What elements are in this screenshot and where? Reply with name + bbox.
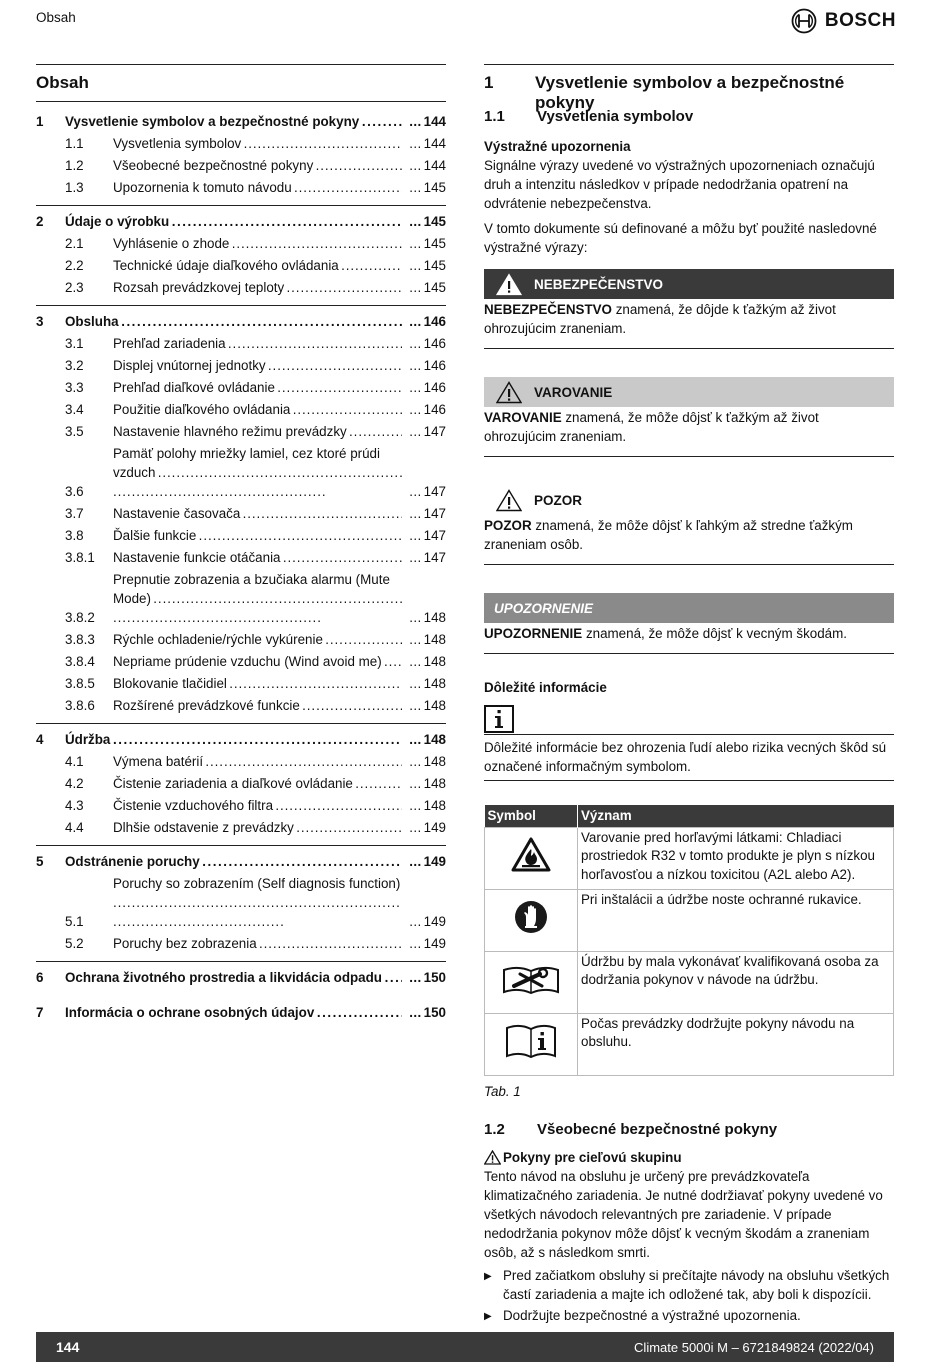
toc-entry[interactable] [36, 570, 446, 627]
toc-entry-number: 2.3 [65, 280, 84, 295]
toc-entry-number: 6 [36, 970, 44, 985]
toc-entry-label: Nastavenie hlavného režimu prevádzky . . . [113, 422, 402, 441]
target-group-heading [484, 1150, 894, 1165]
danger-text [484, 299, 894, 349]
toc-entry-number: 3.8.2 [65, 610, 95, 625]
gloves-icon [514, 900, 548, 934]
symbol-cell [485, 1013, 578, 1075]
danger-description: znamená, že dôjde k ťažkým až život ohrozujúcim zraneniam. [484, 302, 836, 336]
toc-entry-title [113, 570, 402, 627]
toc-entry-label: Ochrana životného prostredia a likvidácia odpadu . . . [65, 968, 402, 987]
info-text: Dôležité informácie bez ohrozenia ľudí alebo rizika vecných škôd sú označené informačným symbolom. [484, 735, 894, 781]
toc-entry-number: 3.8.3 [65, 632, 95, 647]
toc-chapter-entry[interactable] [36, 112, 446, 131]
toc-entry-title [65, 1003, 402, 1022]
toc-entry[interactable] [36, 752, 446, 771]
toc-entry-label: Dlhšie odstavenie z prevádzky . . . [113, 818, 402, 837]
toc-entry-number: 7 [36, 1005, 44, 1020]
document-id: Climate 5000i M – 6721849824 (2022/04) [634, 1339, 874, 1355]
toc-chapter [36, 846, 446, 962]
table-row [485, 1013, 894, 1075]
toc-entry-title [113, 256, 402, 275]
toc-entry-number: 4.3 [65, 798, 84, 813]
list-item-text: Pred začiatkom obsluhy si prečítajte návody na obsluhu všetkých častí zariadenia a majte ich odložené tak, aby boli k dispozícii. [503, 1267, 890, 1302]
toc-entry-title [65, 730, 402, 749]
toc-entry-title [113, 334, 402, 353]
toc-entry-number: 3.8.5 [65, 676, 95, 691]
toc-page-number: ... 146 [402, 334, 446, 353]
toc-page-number: ... 145 [402, 212, 446, 231]
info-symbol-row [484, 705, 894, 735]
toc-page-number: ... 148 [402, 652, 446, 671]
list-item [484, 1266, 894, 1304]
toc-page-number: ... 145 [402, 234, 446, 253]
toc-entry-title [113, 796, 402, 815]
toc-entry[interactable] [36, 652, 446, 671]
page-number: 144 [56, 1339, 80, 1355]
caution-text [484, 515, 894, 565]
toc-page-number: ... 146 [402, 400, 446, 419]
toc-entry-title [65, 212, 402, 231]
toc-chapter-entry[interactable] [36, 312, 446, 331]
toc-entry[interactable] [36, 256, 446, 275]
running-header: Obsah [36, 10, 76, 25]
toc-entry[interactable] [36, 818, 446, 837]
subsection-title: Všeobecné bezpečnostné pokyny [537, 1120, 778, 1138]
table-row [485, 951, 894, 1013]
toc-entry-number: 4.1 [65, 754, 84, 769]
toc-entry-number: 3.5 [65, 424, 84, 439]
toc-entry-title [113, 234, 402, 253]
toc-entry-label: Pamäť polohy mriežky lamiel, cez ktoré prúdi vzduch . . . [113, 444, 402, 501]
toc-entry-number: 1.3 [65, 180, 84, 195]
toc-entry-number: 2 [36, 214, 44, 229]
toc-chapter-entry[interactable] [36, 212, 446, 231]
toc-entry-title [113, 934, 402, 953]
bullet-arrow-icon: ▶ [484, 1310, 492, 1322]
caution-term: POZOR [484, 518, 532, 533]
toc-page-number: ... 145 [402, 256, 446, 275]
toc-entry[interactable] [36, 526, 446, 545]
section-number: 1 [484, 73, 494, 92]
section-title: Vysvetlenie symbolov a bezpečnostné pokyny [534, 73, 845, 112]
toc-entry[interactable] [36, 504, 446, 523]
bullet-arrow-icon: ▶ [484, 1270, 492, 1282]
toc-entry-title [113, 674, 402, 693]
toc-entry-number: 4 [36, 732, 44, 747]
toc-page-number: ... 148 [402, 674, 446, 693]
toc-entry-title [113, 356, 402, 375]
toc-entry-label: Výmena batérií . . . [113, 752, 402, 771]
warning-description: znamená, že môže dôjsť k ťažkým až život ohrozujúcim zraneniam. [484, 410, 819, 444]
toc-entry-title [113, 548, 402, 567]
toc-entry[interactable] [36, 696, 446, 715]
toc-chapter [36, 724, 446, 846]
toc-chapter [36, 991, 446, 1026]
toc-entry-title [65, 852, 402, 871]
toc-chapter-entry[interactable] [36, 968, 446, 987]
toc-entry[interactable] [36, 156, 446, 175]
toc-page-number: ... 146 [402, 312, 446, 331]
warning-triangle-icon [484, 273, 534, 296]
toc-entry[interactable] [36, 400, 446, 419]
toc-entry-number: 3.2 [65, 358, 84, 373]
danger-term: NEBEZPEČENSTVO [484, 302, 612, 317]
toc-entry-label: Rýchle ochladenie/rýchle vykúrenie . . . [113, 630, 402, 649]
toc-entry-number: 3 [36, 314, 44, 329]
toc-entry[interactable] [36, 444, 446, 501]
toc-entry-label: Poruchy bez zobrazenia . . . [113, 934, 402, 953]
list-item [484, 1306, 894, 1326]
toc-entry-label: Blokovanie tlačidiel . . . [113, 674, 402, 693]
toc-entry-number: 3.6 [65, 484, 84, 499]
toc-page-number: ... 148 [402, 630, 446, 649]
subsection-number: 1.2 [484, 1120, 505, 1138]
toc-page-number: ... 149 [402, 818, 446, 837]
toc-entry-title [113, 696, 402, 715]
toc-entry-label: Ďalšie funkcie . . . [113, 526, 402, 545]
warning-triangle-icon [484, 1150, 501, 1165]
toc-entry[interactable] [36, 630, 446, 649]
toc-entry-title [113, 444, 402, 501]
toc-entry-label: Technické údaje diaľkového ovládania . . . [113, 256, 402, 275]
toc-entry-number: 3.8.4 [65, 654, 95, 669]
toc-chapter-entry[interactable] [36, 730, 446, 749]
toc-page-number: ... 145 [402, 178, 446, 197]
toc-entry-label: Nepriame prúdenie vzduchu (Wind avoid me) . . . [113, 652, 402, 671]
toc-entry-label: Vysvetlenia symbolov . . . [113, 134, 402, 153]
warning-label: VAROVANIE [534, 384, 613, 400]
info-icon [484, 705, 514, 733]
table-header-row [485, 805, 894, 827]
toc-entry-title [113, 874, 402, 931]
toc-entry-label: Nastavenie funkcie otáčania . . . [113, 548, 402, 567]
toc-title: Obsah [36, 64, 446, 102]
symbol-cell [485, 889, 578, 951]
toc-entry-number: 3.7 [65, 506, 84, 521]
toc-entry-title [65, 112, 402, 131]
toc-page-number: ... 148 [402, 752, 446, 771]
toc-entry[interactable] [36, 796, 446, 815]
toc-entry[interactable] [36, 334, 446, 353]
toc-entry-label: Použitie diaľkového ovládania . . . [113, 400, 402, 419]
toc-entry-label: Všeobecné bezpečnostné pokyny . . . [113, 156, 402, 175]
danger-label: NEBEZPEČENSTVO [534, 276, 664, 292]
caution-description: znamená, že môže dôjsť k ľahkým až stredne ťažkým zraneniam osôb. [484, 518, 853, 552]
toc-entry[interactable] [36, 378, 446, 397]
toc-entry[interactable] [36, 674, 446, 693]
toc-chapter [36, 962, 446, 991]
target-group-text: Tento návod na obsluhu je určený pre prevádzkovateľa klimatizačného zariadenia. Je nutné dodržiavať pokyny uvedené vo všetkých návodoch relevantných pre zariadenie. V prípade nedodržania pokynov môže dôjsť k vecným škodám a zraneniam osôb, až s následkom smrti. [484, 1168, 883, 1260]
warning-triangle-icon [484, 489, 534, 512]
symbol-cell [485, 827, 578, 889]
subsection-number: 1.1 [484, 108, 505, 125]
col-symbol: Symbol [485, 805, 578, 827]
toc-entry-title [113, 178, 402, 197]
toc-page-number: ... 147 [402, 548, 446, 567]
toc-entry-label: Rozsah prevádzkovej teploty . . . [113, 278, 402, 297]
toc-page-number: ... 144 [402, 134, 446, 153]
subsection-heading [484, 1121, 894, 1138]
toc-entry-title [113, 156, 402, 175]
toc-chapter [36, 306, 446, 724]
toc-entry-title [113, 774, 402, 793]
warning-term: VAROVANIE [484, 410, 562, 425]
toc-chapter-entry[interactable] [36, 1003, 446, 1022]
toc-page-number: ... 147 [402, 422, 446, 441]
toc-page-number: ... 148 [402, 608, 446, 627]
toc-page-number: ... 144 [402, 112, 446, 131]
toc-page-number: ... 147 [402, 482, 446, 501]
toc-entry-title [113, 504, 402, 523]
toc-entry-number: 4.2 [65, 776, 84, 791]
toc-entry-label: Obsluha . . . [65, 312, 402, 331]
toc-page-number: ... 149 [402, 934, 446, 953]
toc-entry-label: Čistenie vzduchového filtra . . . [113, 796, 402, 815]
toc-entry-number: 5 [36, 854, 44, 869]
toc-entry-label: Údržba . . . [65, 730, 402, 749]
toc-page-number: ... 149 [402, 912, 446, 931]
toc-entry[interactable] [36, 134, 446, 153]
toc-entry[interactable] [36, 356, 446, 375]
subsection-heading [484, 108, 894, 125]
toc-entry[interactable] [36, 178, 446, 197]
toc-page-number: ... 148 [402, 730, 446, 749]
meaning-cell: Pri inštalácii a údržbe noste ochranné rukavice. [578, 889, 894, 951]
toc-entry[interactable] [36, 874, 446, 931]
notice-text [484, 623, 894, 654]
toc-entry-title [113, 630, 402, 649]
notice-description: znamená, že môže dôjsť k vecným škodám. [582, 626, 847, 641]
toc-entry-title [65, 312, 402, 331]
toc-entry[interactable] [36, 234, 446, 253]
col-meaning: Význam [578, 805, 894, 827]
table-row [485, 889, 894, 951]
toc-entry-label: Upozornenia k tomuto návodu . . . [113, 178, 402, 197]
toc-chapter-entry[interactable] [36, 852, 446, 871]
toc-entry-label: Čistenie zariadenia a diaľkové ovládanie . . . [113, 774, 402, 793]
toc-page-number: ... 144 [402, 156, 446, 175]
toc-entry-label: Odstránenie poruchy . . . [65, 852, 402, 871]
toc-page-number: ... 146 [402, 378, 446, 397]
toc-page-number: ... 150 [402, 968, 446, 987]
meaning-cell: Varovanie pred horľavými látkami: Chladiaci prostriedok R32 v tomto produkte je plyn s nízkou horľavosťou a nízkou toxicitou (A2L alebo A2). [578, 827, 894, 889]
flammable-icon [511, 837, 551, 873]
toc-entry-label: Prehľad zariadenia . . . [113, 334, 402, 353]
section-heading [484, 64, 894, 112]
toc-page-number: ... 148 [402, 696, 446, 715]
warnings-heading: Výstražné upozornenia [484, 139, 631, 154]
toc-entry-number: 1 [36, 114, 44, 129]
toc-entry-number: 2.2 [65, 258, 84, 273]
operating-manual-icon [505, 1022, 557, 1060]
warnings-intro-2: V tomto dokumente sú definované a môžu byť použité nasledovné výstražné výrazy: [484, 221, 877, 255]
toc-page-number: ... 147 [402, 526, 446, 545]
toc-entry-number: 3.1 [65, 336, 84, 351]
caution-bar [484, 485, 894, 515]
toc-entry-label: Prehľad diaľkové ovládanie . . . [113, 378, 402, 397]
toc-entry-label: Vysvetlenie symbolov a bezpečnostné pokyny . . . [65, 112, 402, 131]
toc-entry-title [113, 818, 402, 837]
toc-entry-number: 3.8 [65, 528, 84, 543]
toc-entry-label: Prepnutie zobrazenia a bzučiaka alarmu (Mute Mode) . . . [113, 570, 402, 627]
toc-page-number: ... 148 [402, 774, 446, 793]
info-heading: Dôležité informácie [484, 680, 607, 695]
toc-entry[interactable] [36, 422, 446, 441]
toc-entry-label: Displej vnútornej jednotky . . . [113, 356, 402, 375]
toc-entry-number: 5.1 [65, 914, 84, 929]
warning-bar [484, 377, 894, 407]
toc-entry-title [113, 752, 402, 771]
warning-triangle-icon [484, 381, 534, 404]
brand-name: BOSCH [824, 10, 896, 31]
notice-term: UPOZORNENIE [484, 626, 583, 641]
toc-entry-title [113, 422, 402, 441]
symbols-table [484, 805, 894, 1076]
toc-entry-title [113, 652, 402, 671]
toc-entry-number: 4.4 [65, 820, 84, 835]
warning-text [484, 407, 894, 457]
toc-entry-title [113, 378, 402, 397]
toc-page-number: ... 146 [402, 356, 446, 375]
symbol-cell [485, 951, 578, 1013]
toc-entry-label: Rozšírené prevádzkové funkcie . . . [113, 696, 402, 715]
toc-entry-number: 1.2 [65, 158, 84, 173]
toc-chapter [36, 206, 446, 306]
toc-chapter [36, 102, 446, 206]
section-1 [484, 64, 894, 1326]
toc-page-number: ... 149 [402, 852, 446, 871]
toc-page-number: ... 145 [402, 278, 446, 297]
toc-entry-label: Vyhlásenie o zhode . . . [113, 234, 402, 253]
toc-entry-number: 1.1 [65, 136, 84, 151]
meaning-cell: Počas prevádzky dodržujte pokyny návodu na obsluhu. [578, 1013, 894, 1075]
bosch-logo [791, 8, 896, 34]
table-caption: Tab. 1 [484, 1083, 521, 1099]
toc-page-number: ... 147 [402, 504, 446, 523]
toc-page-number: ... 150 [402, 1003, 446, 1022]
service-manual-icon [502, 962, 560, 996]
subsection-title: Vysvetlenia symbolov [537, 108, 694, 125]
toc-entry[interactable] [36, 278, 446, 297]
toc-entry-label: Informácia o ochrane osobných údajov . . . [65, 1003, 402, 1022]
toc-entry-label: Nastavenie časovača . . . [113, 504, 402, 523]
toc-entry-number: 2.1 [65, 236, 84, 251]
toc-entry[interactable] [36, 774, 446, 793]
toc-entry-title [113, 526, 402, 545]
toc-entry[interactable] [36, 934, 446, 953]
toc-entry-number: 3.4 [65, 402, 84, 417]
toc-entry-label: Údaje o výrobku . . . [65, 212, 402, 231]
toc-entry-title [113, 278, 402, 297]
toc-page-number: ... 148 [402, 796, 446, 815]
meaning-cell: Údržbu by mala vykonávať kvalifikovaná osoba za dodržania pokynov v návode na údržbu. [578, 951, 894, 1013]
danger-bar [484, 269, 894, 299]
list-item-text: Dodržujte bezpečnostné a výstražné upozornenia. [503, 1307, 801, 1323]
notice-bar: UPOZORNENIE [484, 593, 894, 623]
target-group-title: Pokyny pre cieľovú skupinu [503, 1149, 682, 1165]
toc-entry-title [113, 134, 402, 153]
warnings-intro: Signálne výrazy uvedené vo výstražných upozorneniach označujú druh a intenzitu následkov v prípade nedodržania opatrení na odvrátenie nebezpečenstva. [484, 158, 875, 211]
toc-entry-number: 3.8.6 [65, 698, 95, 713]
page-footer [36, 1332, 894, 1362]
table-of-contents [36, 64, 446, 1026]
caution-label: POZOR [534, 492, 583, 508]
toc-entry-title [113, 400, 402, 419]
bosch-armature-icon [791, 8, 817, 34]
toc-entry-label: Poruchy so zobrazením (Self diagnosis function) . . . [113, 874, 402, 931]
toc-entry-title [65, 968, 402, 987]
toc-entry-number: 3.8.1 [65, 550, 95, 565]
toc-entry-number: 5.2 [65, 936, 84, 951]
toc-entry[interactable] [36, 548, 446, 567]
toc-entry-number: 3.3 [65, 380, 84, 395]
table-row [485, 827, 894, 889]
